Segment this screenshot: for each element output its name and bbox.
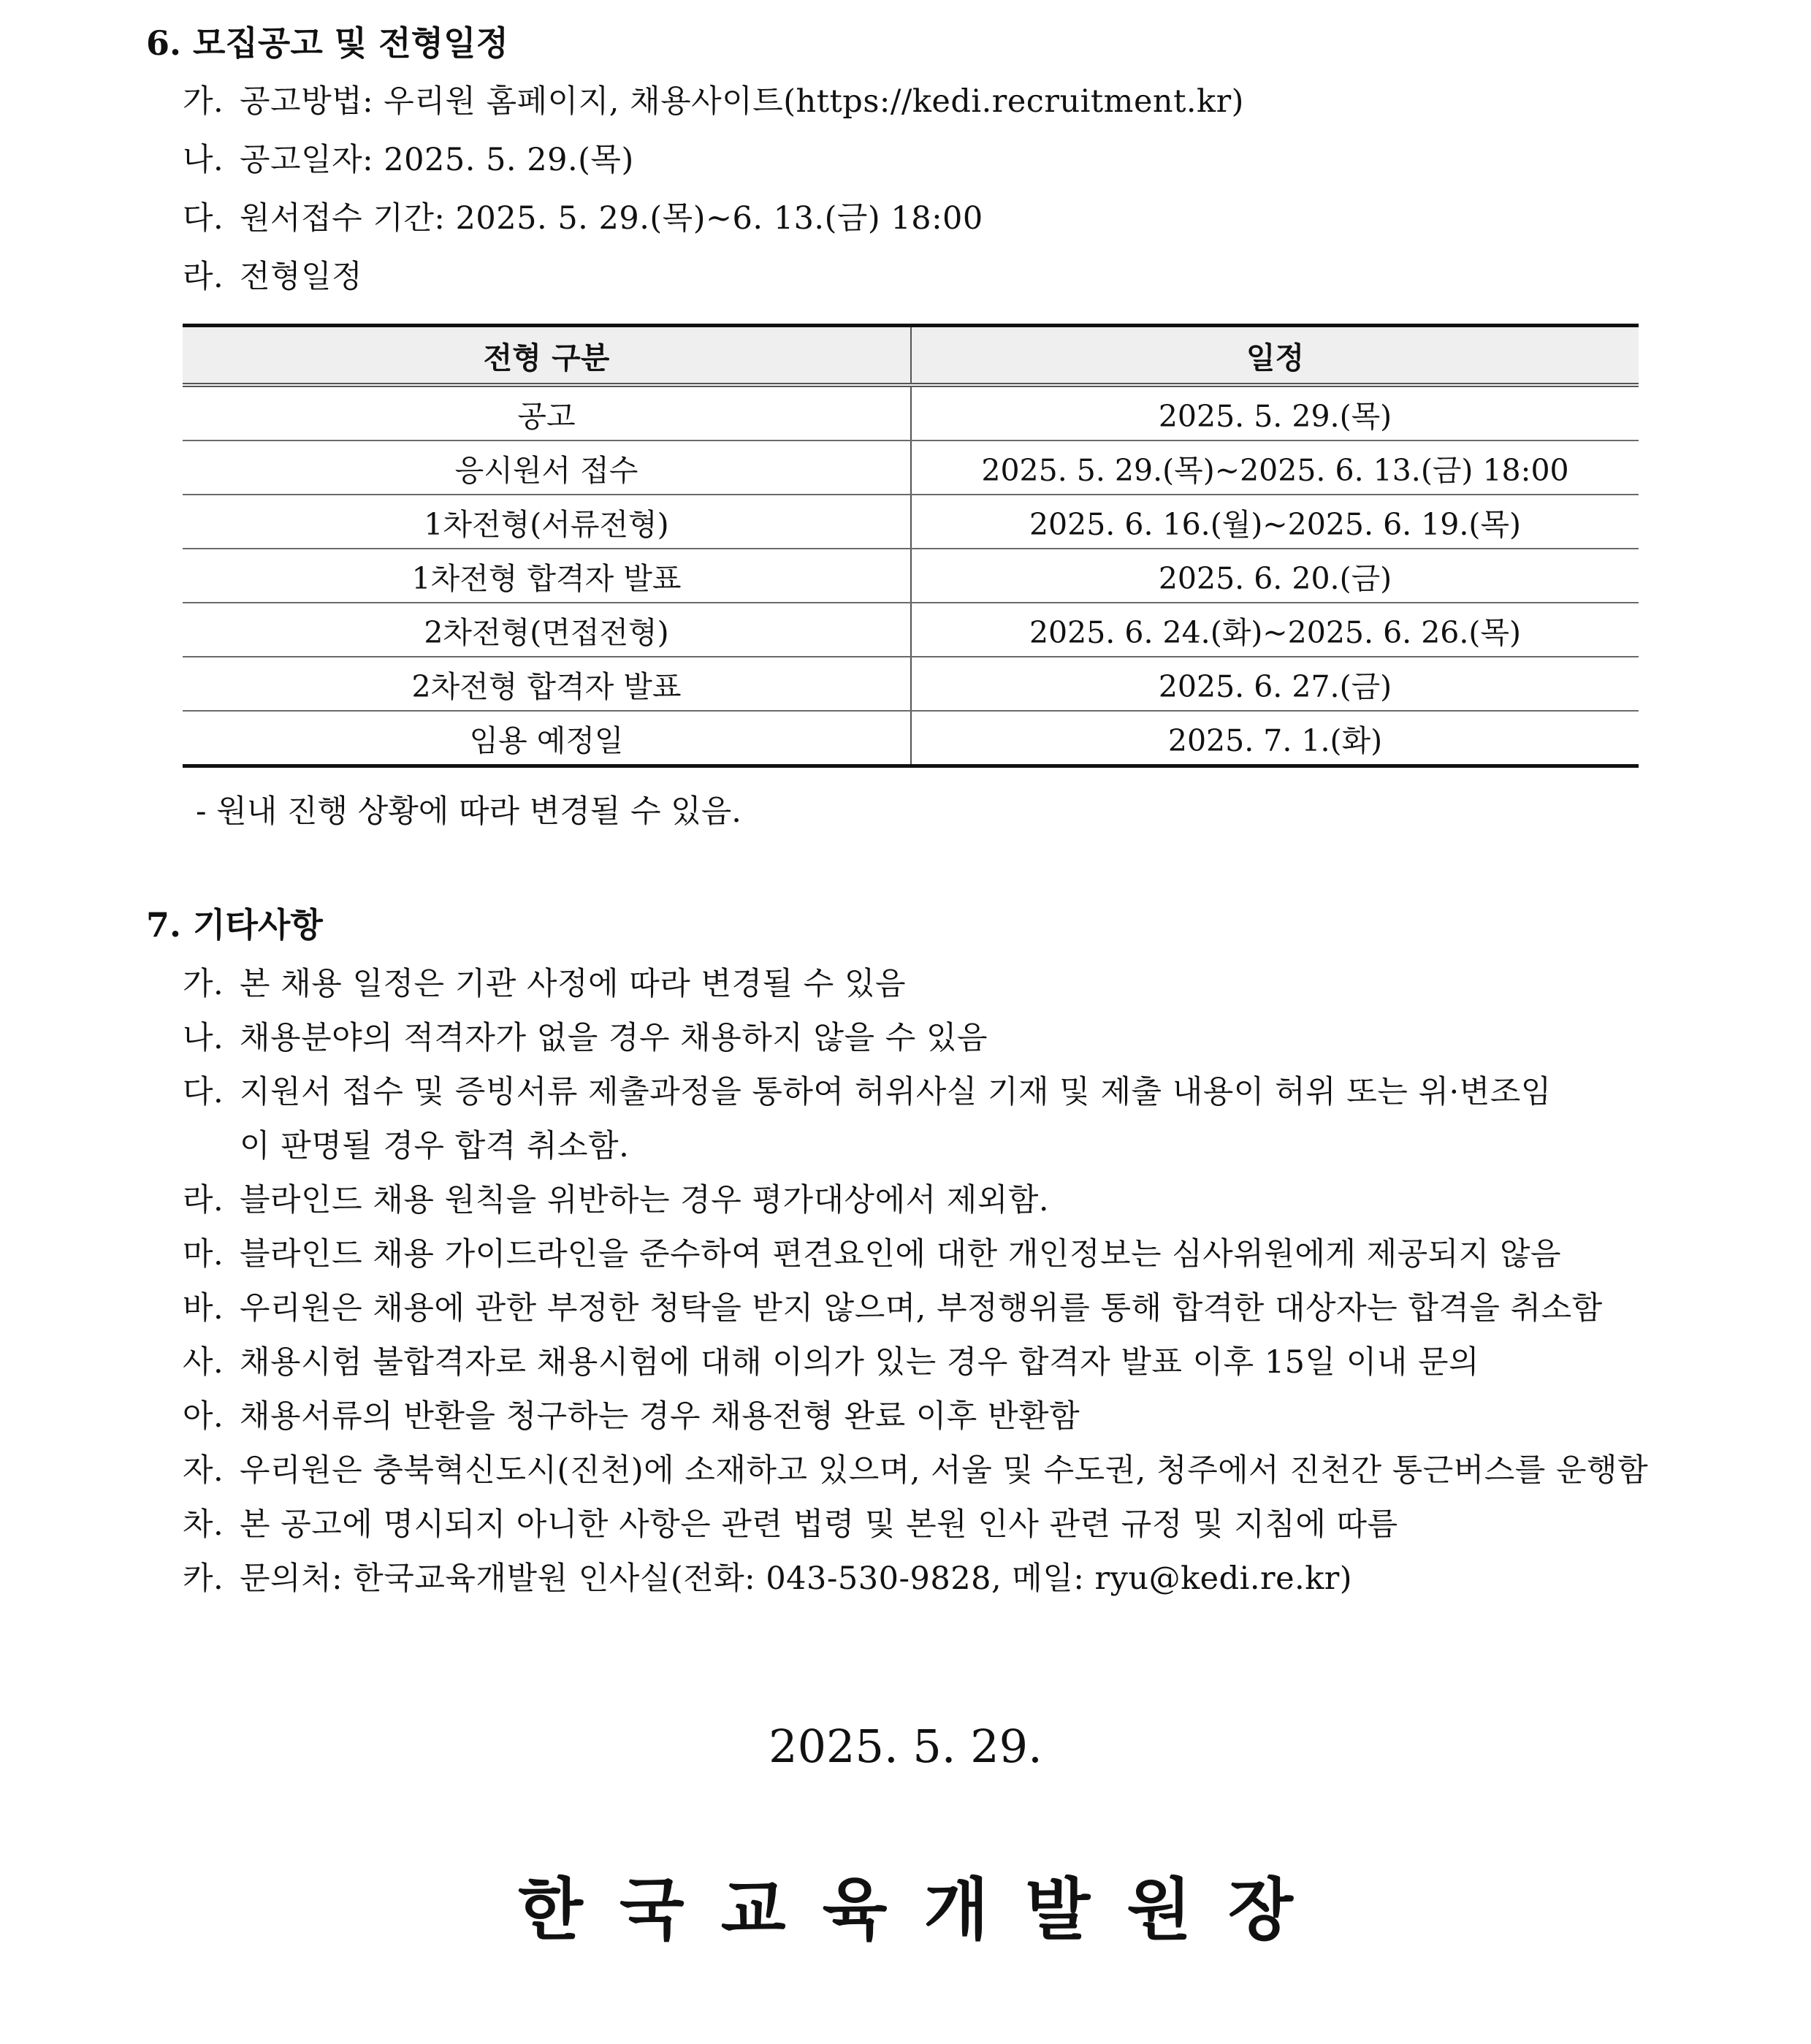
section-7-heading: 7. 기타사항 [146, 905, 323, 945]
header-schedule: 일정 [911, 326, 1639, 386]
item-text: 문의처: 한국교육개발원 인사실(전화: 043-530-9828, 메일: ryu@kedi.re.kr) [240, 1560, 1353, 1597]
item-text: 지원서 접수 및 증빙서류 제출과정을 통하여 허위사실 기재 및 제출 내용이 허위 또는 위·변조임 [240, 1074, 1552, 1110]
s7-item-ka [183, 1560, 1353, 1597]
item-text: 본 채용 일정은 기관 사정에 따라 변경될 수 있음 [240, 966, 907, 1002]
item-marker: 마. [183, 1236, 224, 1273]
stage-cell: 임용 예정일 [183, 711, 911, 766]
item-marker: 나. [183, 142, 224, 178]
table-header-row [183, 326, 1639, 386]
s7-item-ba [183, 1290, 1603, 1327]
s6-item-ra [183, 259, 363, 295]
announcement-date: 2025. 5. 29. [769, 1720, 1042, 1773]
s6-item-ga [183, 83, 1244, 120]
s7-item-sa [183, 1344, 1480, 1381]
s7-item-da-continuation: 이 판명될 경우 합격 취소함. [240, 1128, 630, 1164]
table-row [183, 495, 1639, 549]
item-text: 공고방법: 우리원 홈페이지, 채용사이트(https://kedi.recruitment.kr) [240, 83, 1244, 120]
item-text: 블라인드 채용 원칙을 위반하는 경우 평가대상에서 제외함. [240, 1182, 1050, 1219]
header-stage: 전형 구분 [183, 326, 911, 386]
item-marker: 자. [183, 1452, 224, 1489]
schedule-table [183, 324, 1639, 768]
s7-item-na [183, 1020, 988, 1056]
schedule-cell: 2025. 6. 27.(금) [911, 657, 1639, 711]
table-row [183, 657, 1639, 711]
item-marker: 사. [183, 1344, 224, 1381]
schedule-cell: 2025. 6. 24.(화)~2025. 6. 26.(목) [911, 603, 1639, 657]
item-text: 우리원은 채용에 관한 부정한 청탁을 받지 않으며, 부정행위를 통해 합격한 대상자는 합격을 취소함 [240, 1290, 1603, 1327]
item-text: 채용서류의 반환을 청구하는 경우 채용전형 완료 이후 반환함 [240, 1398, 1080, 1435]
table-row [183, 441, 1639, 495]
s7-item-ja [183, 1452, 1649, 1489]
item-marker: 바. [183, 1290, 224, 1327]
schedule-note: - 원내 진행 상황에 따라 변경될 수 있음. [196, 793, 741, 830]
table-row [183, 549, 1639, 603]
table-row [183, 603, 1639, 657]
item-marker: 라. [183, 259, 224, 295]
stage-cell: 1차전형(서류전형) [183, 495, 911, 549]
item-marker: 아. [183, 1398, 224, 1435]
table-row [183, 711, 1639, 766]
stage-cell: 공고 [183, 385, 911, 441]
item-text: 우리원은 충북혁신도시(진천)에 소재하고 있으며, 서울 및 수도권, 청주에서 진천간 통근버스를 운행함 [240, 1452, 1649, 1489]
schedule-cell: 2025. 6. 16.(월)~2025. 6. 19.(목) [911, 495, 1639, 549]
section-6-heading: 6. 모집공고 및 전형일정 [146, 23, 508, 63]
item-text: 본 공고에 명시되지 아니한 사항은 관련 법령 및 본원 인사 관련 규정 및 지침에 따름 [240, 1506, 1398, 1543]
schedule-cell: 2025. 5. 29.(목)~2025. 6. 13.(금) 18:00 [911, 441, 1639, 495]
item-marker: 가. [183, 966, 224, 1002]
schedule-cell: 2025. 6. 20.(금) [911, 549, 1639, 603]
stage-cell: 1차전형 합격자 발표 [183, 549, 911, 603]
schedule-cell: 2025. 5. 29.(목) [911, 385, 1639, 441]
item-marker: 차. [183, 1506, 224, 1543]
s6-item-da [183, 200, 983, 237]
table-row [183, 385, 1639, 441]
item-marker: 다. [183, 200, 224, 237]
s7-item-da [183, 1074, 1552, 1110]
s7-item-cha [183, 1506, 1398, 1543]
s6-item-na [183, 142, 634, 178]
item-text: 전형일정 [240, 259, 363, 295]
item-marker: 카. [183, 1560, 224, 1597]
item-text: 원서접수 기간: 2025. 5. 29.(목)~6. 13.(금) 18:00 [240, 200, 983, 237]
stage-cell: 응시원서 접수 [183, 441, 911, 495]
item-text: 채용분야의 적격자가 없을 경우 채용하지 않을 수 있음 [240, 1020, 988, 1056]
s7-item-ra [183, 1182, 1050, 1219]
stage-cell: 2차전형(면접전형) [183, 603, 911, 657]
item-text: 채용시험 불합격자로 채용시험에 대해 이의가 있는 경우 합격자 발표 이후 15일 이내 문의 [240, 1344, 1480, 1381]
item-marker: 나. [183, 1020, 224, 1056]
s7-item-a [183, 1398, 1080, 1435]
item-marker: 가. [183, 83, 224, 120]
stage-cell: 2차전형 합격자 발표 [183, 657, 911, 711]
s7-item-ga [183, 966, 907, 1002]
item-marker: 다. [183, 1074, 224, 1110]
schedule-cell: 2025. 7. 1.(화) [911, 711, 1639, 766]
institution-name: 한국교육개발원장 [518, 1870, 1330, 1949]
item-text: 블라인드 채용 가이드라인을 준수하여 편견요인에 대한 개인정보는 심사위원에게 제공되지 않음 [240, 1236, 1562, 1273]
item-text: 공고일자: 2025. 5. 29.(목) [240, 142, 634, 178]
item-marker: 라. [183, 1182, 224, 1219]
s7-item-ma [183, 1236, 1562, 1273]
